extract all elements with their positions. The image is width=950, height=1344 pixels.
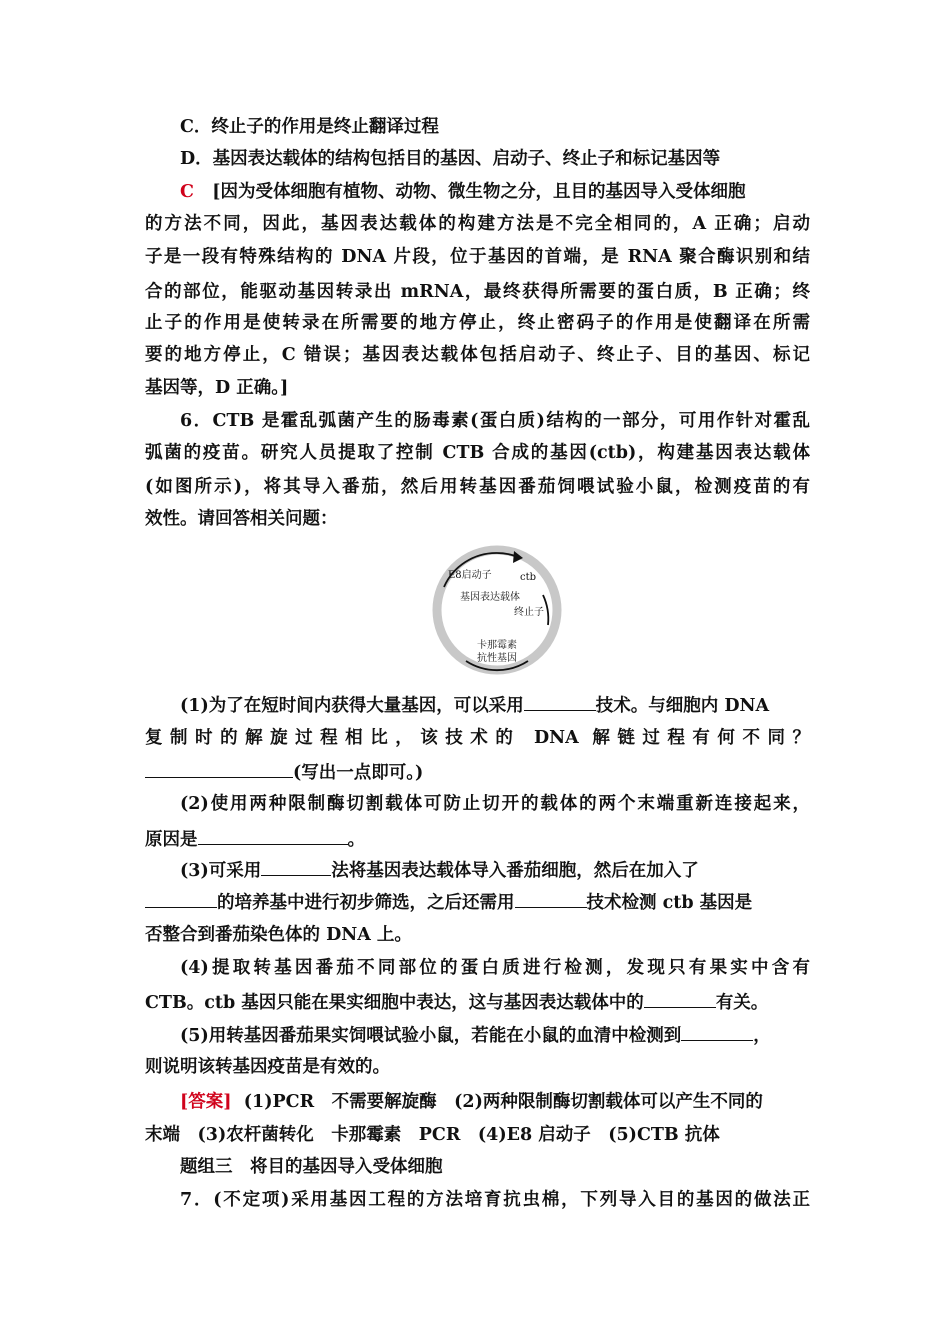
q3-blank-1[interactable] (261, 857, 331, 876)
explanation-line-7: 基因等，D 正确。] (145, 378, 289, 398)
question7-line-1: 7．(不定项)采用基因工程的方法培育抗虫棉，下列导入目的基因的做法正 (180, 1190, 810, 1210)
q4-line-1: (4)提取转基因番茄不同部位的蛋白质进行检测，发现只有果实中含有 (180, 958, 810, 978)
question6-line-1: 6．CTB 是霍乱弧菌产生的肠毒素(蛋白质)结构的一部分，可用作针对霍乱 (180, 411, 810, 431)
q2-text-a: 原因是 (145, 830, 198, 850)
q2-text-b: 。 (347, 830, 365, 850)
q1-line-3 (145, 759, 810, 785)
q4-line-2 (145, 989, 810, 1015)
q3-text-d: 技术检测 ctb 基因是 (586, 893, 753, 913)
q1-line-2: 复制时的解旋过程相比，该技术的 DNA 解链过程有何不同？ (145, 728, 810, 748)
q4-text-b: 有关。 (715, 993, 769, 1013)
answer-tag: [答案] (180, 1092, 232, 1112)
q3-text-a: (3)可采用 (180, 861, 262, 881)
q3-text-c: 的培养基中进行初步筛选，之后还需用 (217, 893, 515, 913)
answer-text: (1)PCR 不需要解旋酶 (2)两种限制酶切割载体可以产生不同的 (243, 1092, 763, 1112)
question6-line-3: (如图所示)，将其导入番茄，然后用转基因番茄饲喂试验小鼠，检测疫苗的有 (145, 477, 810, 497)
answer-letter: C (180, 182, 194, 202)
q2-blank[interactable] (198, 826, 348, 845)
q3-blank-3[interactable] (515, 889, 587, 908)
q3-text-b: 法将基因表达载体导入番茄细胞，然后在加入了 (331, 861, 699, 881)
q1-text-c: (写出一点即可。) (293, 763, 424, 783)
answer-line-2: 末端 (3)农杆菌转化 卡那霉素 PCR (4)E8 启动子 (5)CTB 抗体 (145, 1125, 720, 1145)
explanation-line-5: 止子的作用是使转录在所需要的地方停止，终止密码子的作用是使翻译在所需 (145, 313, 810, 333)
label-marker-2: 抗性基因 (477, 653, 517, 664)
q5-line-2: 则说明该转基因疫苗是有效的。 (145, 1057, 390, 1077)
q4-blank[interactable] (644, 989, 716, 1008)
explanation-line-3: 子是一段有特殊结构的 DNA 片段，位于基因的首端，是 RNA 聚合酶识别和结 (145, 247, 810, 267)
q5-blank[interactable] (681, 1022, 753, 1041)
q1-text-a: (1)为了在短时间内获得大量基因，可以采用 (180, 696, 524, 716)
section-title: 题组三 将目的基因导入受体细胞 (180, 1157, 443, 1177)
q3-blank-2[interactable] (145, 889, 217, 908)
q3-line-2 (145, 889, 810, 915)
option-c: C．终止子的作用是终止翻译过程 (180, 117, 439, 137)
explanation-line-1 (180, 180, 810, 204)
label-terminator: 终止子 (514, 607, 544, 618)
q1-blank-1[interactable] (524, 692, 596, 711)
q1-text-b: 技术。与细胞内 DNA (595, 696, 770, 716)
label-marker-1: 卡那霉素 (477, 640, 517, 651)
q1-line-1 (180, 692, 810, 718)
explanation-text: [因为受体细胞有植物、动物、微生物之分，且目的基因导入受体细胞 (212, 182, 746, 202)
explanation-line-6: 要的地方停止，C 错误；基因表达载体包括启动子、终止子、目的基因、标记 (145, 345, 810, 365)
plasmid-diagram (430, 543, 565, 678)
q5-text-a: (5)用转基因番茄果实饲喂试验小鼠，若能在小鼠的血清中检测到 (180, 1026, 682, 1046)
plasmid-svg (430, 543, 565, 678)
question6-line-2: 弧菌的疫苗。研究人员提取了控制 CTB 合成的基因(ctb)，构建基因表达载体 (145, 443, 810, 463)
q5-text-b: ， (753, 1026, 771, 1046)
answer-line-1 (180, 1090, 810, 1114)
q1-blank-2[interactable] (145, 759, 293, 778)
q3-line-1 (180, 857, 810, 883)
label-ctb: ctb (520, 572, 537, 583)
q3-line-3: 否整合到番茄染色体的 DNA 上。 (145, 925, 412, 945)
explanation-line-2: 的方法不同，因此，基因表达载体的构建方法是不完全相同的，A 正确；启动 (145, 214, 810, 234)
explanation-line-4: 合的部位，能驱动基因转录出 mRNA，最终获得所需要的蛋白质，B 正确；终 (145, 282, 810, 302)
label-vector: 基因表达载体 (460, 592, 520, 603)
question6-line-4: 效性。请回答相关问题： (145, 509, 338, 529)
q5-line-1 (180, 1022, 810, 1048)
q2-line-1: (2)使用两种限制酶切割载体可防止切开的载体的两个末端重新连接起来， (180, 794, 810, 814)
label-promoter: E8启动子 (448, 570, 492, 581)
q2-line-2 (145, 826, 810, 852)
q4-text-a: CTB。ctb 基因只能在果实细胞中表达，这与基因表达载体中的 (145, 993, 644, 1013)
option-d: D．基因表达载体的结构包括目的基因、启动子、终止子和标记基因等 (180, 149, 721, 169)
